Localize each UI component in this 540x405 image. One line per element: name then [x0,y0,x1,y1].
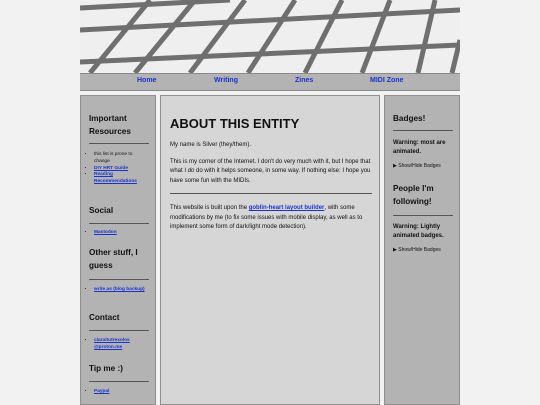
list-item [94,338,149,352]
divider [89,381,149,382]
header-grid-image [80,0,460,73]
mastodon-link[interactable]: Mastodon [94,230,117,235]
contact-list [89,338,149,352]
write-as-link[interactable]: write.as (blog backup) [94,287,145,292]
intro-paragraph: My name is Silver (they/them). [170,142,252,148]
following-warning: Warning: Lightly animated badges. [393,224,444,239]
social-list [89,230,149,237]
top-navigation [80,73,460,91]
built-with-paragraph: This website is built upon the goblin-heart layout builder, with some modifications by me (to fix some issues with mobile display, as well as to implement some form of dark/light mode detection). [170,205,363,230]
main-content [160,95,380,405]
tip-me-heading: Tip me :) [89,364,123,373]
header-banner [80,0,460,73]
divider [89,223,149,224]
tip-list [89,389,149,396]
nav-home-link[interactable]: Home [137,77,157,84]
list-item [94,389,149,396]
goblin-heart-link[interactable]: goblin-heart layout builder [248,205,325,211]
important-resources-list [89,152,149,186]
list-item [94,230,149,237]
list-item [94,287,149,294]
page-title: ABOUT THIS ENTITY [170,116,300,131]
list-item [94,172,149,186]
important-resources-heading: Important Resources [89,114,131,136]
email-link[interactable]: claraitutrexolos @proton.me [94,338,130,350]
left-sidebar [80,95,156,405]
following-heading: People I'm following! [393,184,434,206]
nav-zines-link[interactable]: Zines [295,77,314,84]
list-item: • this list is prone to change [94,152,149,166]
divider [170,193,372,194]
social-heading: Social [89,206,114,215]
divider [393,130,453,131]
other-stuff-heading: Other stuff, I guess [89,248,138,270]
other-stuff-list [89,287,149,294]
nav-midi-zone-link[interactable]: MIDI Zone [370,77,404,84]
right-sidebar [384,95,460,405]
divider [89,143,149,144]
divider [89,279,149,280]
divider [89,330,149,331]
about-paragraph: This is my corner of the Internet. I don't do very much with it, but I hope that what I do do with it helps someone, in some way. If nothing else: I hope you have some fun with the MIDIs. [170,158,371,184]
divider [393,215,453,216]
reading-recommendations-link[interactable]: Reading Recommendations [94,172,137,185]
contact-heading: Contact [89,313,120,322]
badges-warning: Warning: most are animated. [393,140,446,155]
diy-hrt-guide-link[interactable]: DIY HRT Guide [94,165,129,171]
show-hide-badges-toggle[interactable]: ▶ Show/Hide Badges [393,163,441,169]
show-hide-following-toggle[interactable]: ▶ Show/Hide Badges [393,247,441,253]
paypal-link[interactable]: Paypal [94,389,110,394]
badges-heading: Badges! [393,114,426,123]
nav-writing-link[interactable]: Writing [214,77,238,84]
